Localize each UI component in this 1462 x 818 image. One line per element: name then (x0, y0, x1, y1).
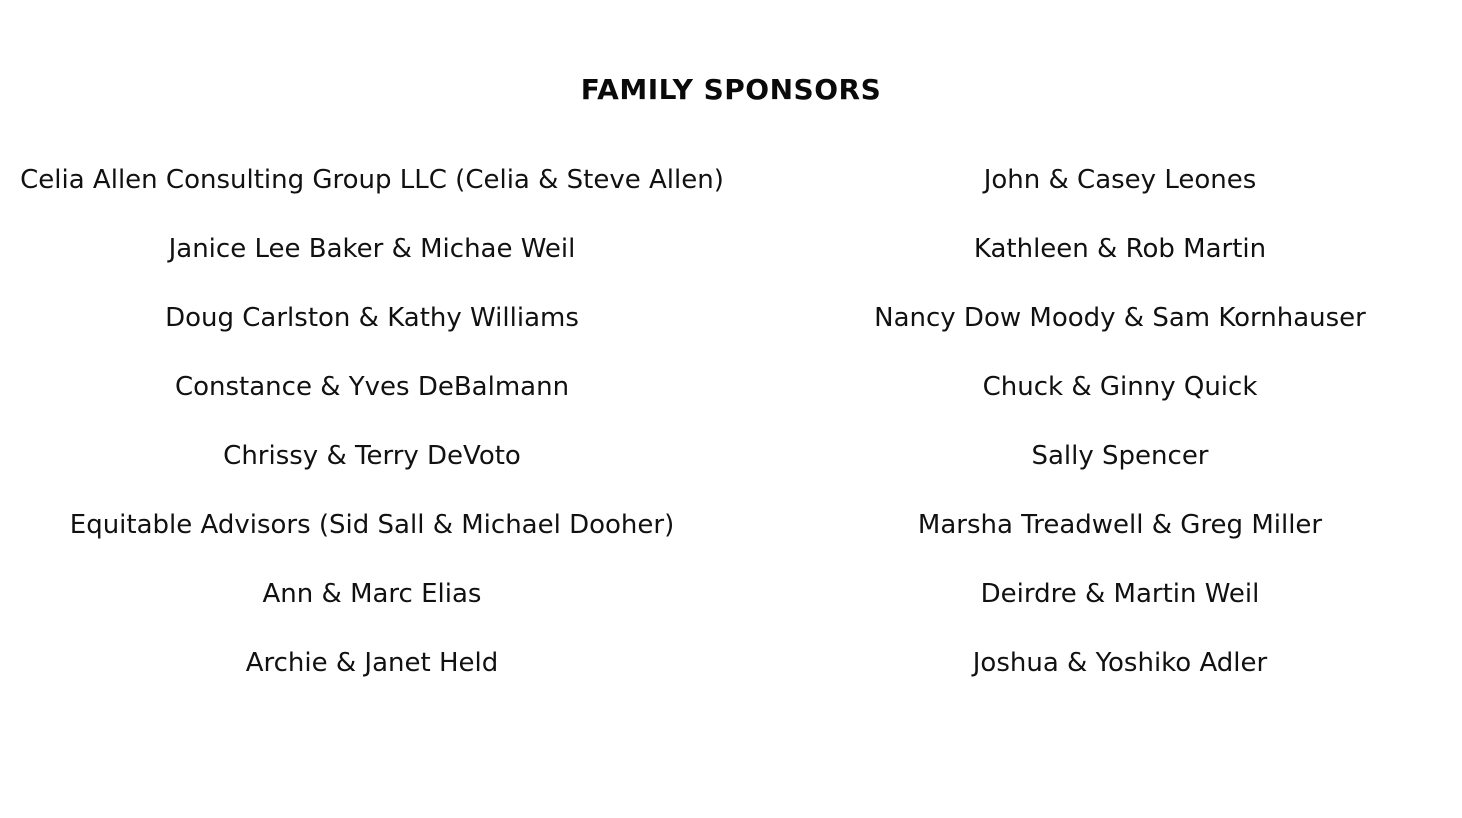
sponsor-name: Chuck & Ginny Quick (982, 372, 1258, 402)
sponsor-name: Nancy Dow Moody & Sam Kornhauser (874, 303, 1366, 333)
sponsor-name: Constance & Yves DeBalmann (174, 372, 570, 402)
sponsor-name: Ann & Marc Elias (262, 579, 482, 609)
sponsor-name: Archie & Janet Held (245, 648, 499, 678)
sponsor-name: John & Casey Leones (983, 165, 1257, 195)
page-title: FAMILY SPONSORS (580, 73, 882, 106)
sponsor-name: Equitable Advisors (Sid Sall & Michael Dooher) (69, 510, 675, 540)
sponsor-list-left (0, 162, 744, 714)
sponsor-name: Joshua & Yoshiko Adler (972, 648, 1268, 678)
sponsor-name: Doug Carlston & Kathy Williams (165, 303, 579, 333)
sponsor-name: Chrissy & Terry DeVoto (223, 441, 521, 471)
sponsor-name: Celia Allen Consulting Group LLC (Celia & Steve Allen) (20, 165, 724, 195)
sponsor-name: Sally Spencer (1031, 441, 1209, 471)
sponsor-name: Kathleen & Rob Martin (973, 234, 1267, 264)
sponsor-list-right (780, 162, 1460, 714)
sponsor-name: Marsha Treadwell & Greg Miller (917, 510, 1323, 540)
sponsor-name: Janice Lee Baker & Michae Weil (168, 234, 576, 264)
sponsor-name: Deirdre & Martin Weil (980, 579, 1260, 609)
